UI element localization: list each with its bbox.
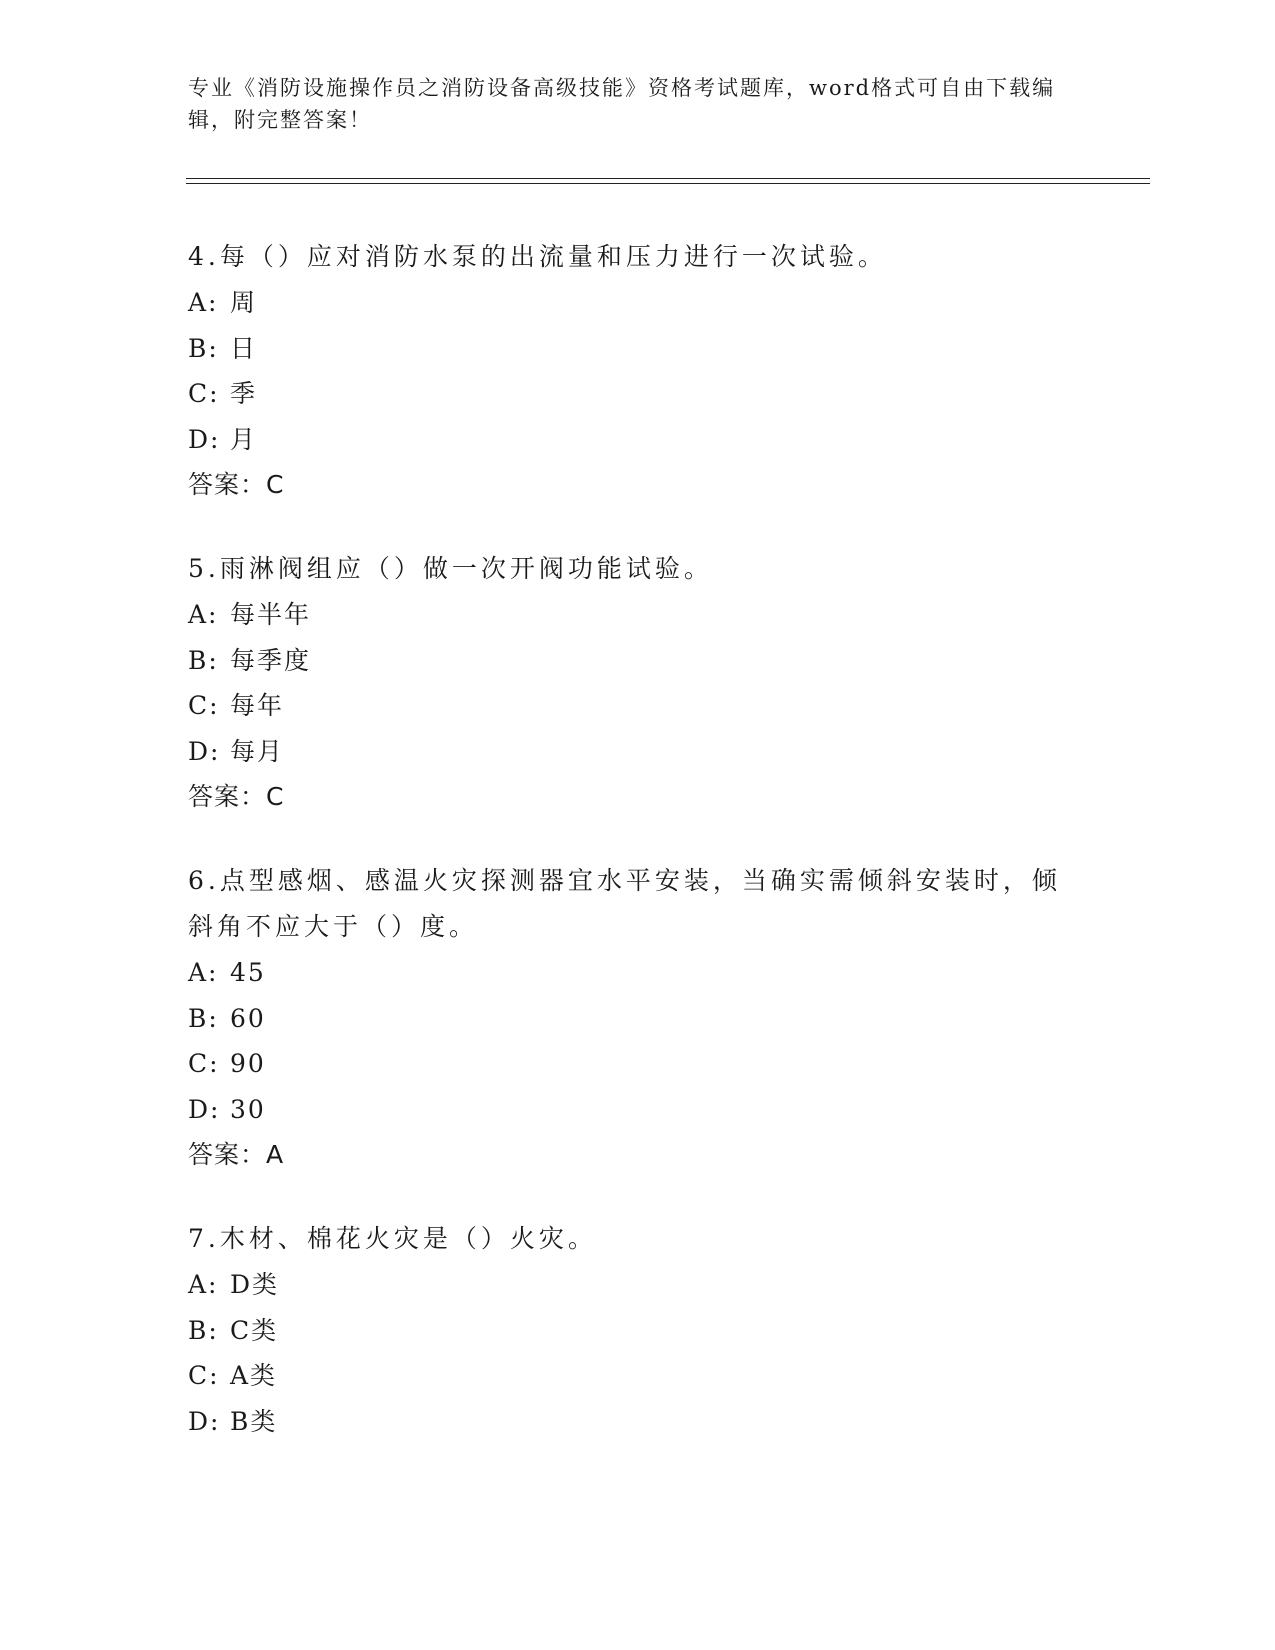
option-label: D: (188, 1406, 221, 1436)
option-b (188, 1308, 1068, 1354)
option-b (188, 996, 1068, 1042)
option-a (188, 950, 1068, 996)
option-text: 每季度 (230, 645, 312, 675)
answer-line (188, 462, 1068, 508)
option-label: B: (188, 1315, 219, 1345)
question-list (188, 234, 1068, 1482)
answer-prefix: 答案： (188, 1140, 267, 1169)
answer-prefix: 答案： (188, 782, 267, 811)
option-label: D: (188, 736, 221, 766)
answer-value: C (266, 782, 285, 811)
question-stem (188, 546, 1068, 592)
question-7 (188, 1216, 1068, 1444)
option-label: C: (188, 1361, 220, 1390)
option-a (188, 592, 1068, 638)
option-label: D: (188, 424, 221, 454)
option-b (188, 326, 1068, 372)
option-c (188, 1041, 1068, 1087)
option-text: B类 (230, 1406, 278, 1436)
option-text: 每半年 (230, 600, 312, 629)
option-label: D: (188, 1094, 221, 1124)
option-label: B: (188, 645, 219, 675)
option-text: C类 (230, 1315, 279, 1345)
question-text: 木材、棉花火灾是（）火灾。 (219, 1224, 597, 1253)
option-label: A: (188, 958, 219, 987)
option-label: A: (188, 288, 219, 317)
question-stem (188, 858, 1068, 950)
question-stem (188, 234, 1068, 280)
option-label: B: (188, 1003, 219, 1033)
option-label: C: (188, 379, 220, 408)
answer-value: A (266, 1140, 285, 1169)
question-number: 4. (188, 242, 220, 271)
question-number: 5. (188, 554, 220, 583)
option-d (188, 729, 1068, 775)
option-a (188, 1262, 1068, 1308)
answer-line (188, 774, 1068, 820)
answer-line (188, 1132, 1068, 1178)
option-d (188, 417, 1068, 463)
option-text: 周 (230, 288, 258, 317)
option-text: 60 (230, 1003, 266, 1033)
answer-value: C (266, 470, 285, 499)
option-text: 每年 (230, 691, 285, 720)
question-text: 点型感烟、感温火灾探测器宜水平安装，当确实需倾斜安装时，倾斜角不应大于（）度。 (188, 866, 1061, 941)
question-stem (188, 1216, 1068, 1262)
option-text: 月 (230, 424, 258, 454)
option-b (188, 638, 1068, 684)
option-label: A: (188, 600, 219, 629)
question-5 (188, 546, 1068, 820)
question-text: 每（）应对消防水泵的出流量和压力进行一次试验。 (219, 242, 887, 271)
header-rule-top (186, 178, 1150, 179)
question-4 (188, 234, 1068, 508)
question-number: 6. (188, 866, 220, 895)
option-text: 45 (230, 958, 266, 987)
option-label: C: (188, 691, 220, 720)
option-text: 90 (230, 1049, 266, 1078)
option-text: 每月 (230, 736, 285, 766)
option-text: 30 (230, 1094, 266, 1124)
option-text: 季 (230, 379, 258, 408)
option-a (188, 280, 1068, 326)
option-c (188, 1353, 1068, 1399)
question-text: 雨淋阀组应（）做一次开阀功能试验。 (219, 554, 713, 583)
option-d (188, 1399, 1068, 1445)
question-6 (188, 858, 1068, 1178)
document-header: 专业《消防设施操作员之消防设备高级技能》资格考试题库，word格式可自由下载编辑，附完整答案！ (188, 76, 1056, 132)
question-number: 7. (188, 1224, 220, 1253)
option-label: A: (188, 1270, 219, 1299)
option-text: 日 (230, 333, 258, 363)
header-rule-bottom (186, 183, 1150, 184)
answer-prefix: 答案： (188, 470, 267, 499)
option-c (188, 371, 1068, 417)
option-c (188, 683, 1068, 729)
option-label: B: (188, 333, 219, 363)
option-label: C: (188, 1049, 220, 1078)
option-text: A类 (230, 1361, 278, 1390)
option-d (188, 1087, 1068, 1133)
option-text: D类 (230, 1270, 280, 1299)
